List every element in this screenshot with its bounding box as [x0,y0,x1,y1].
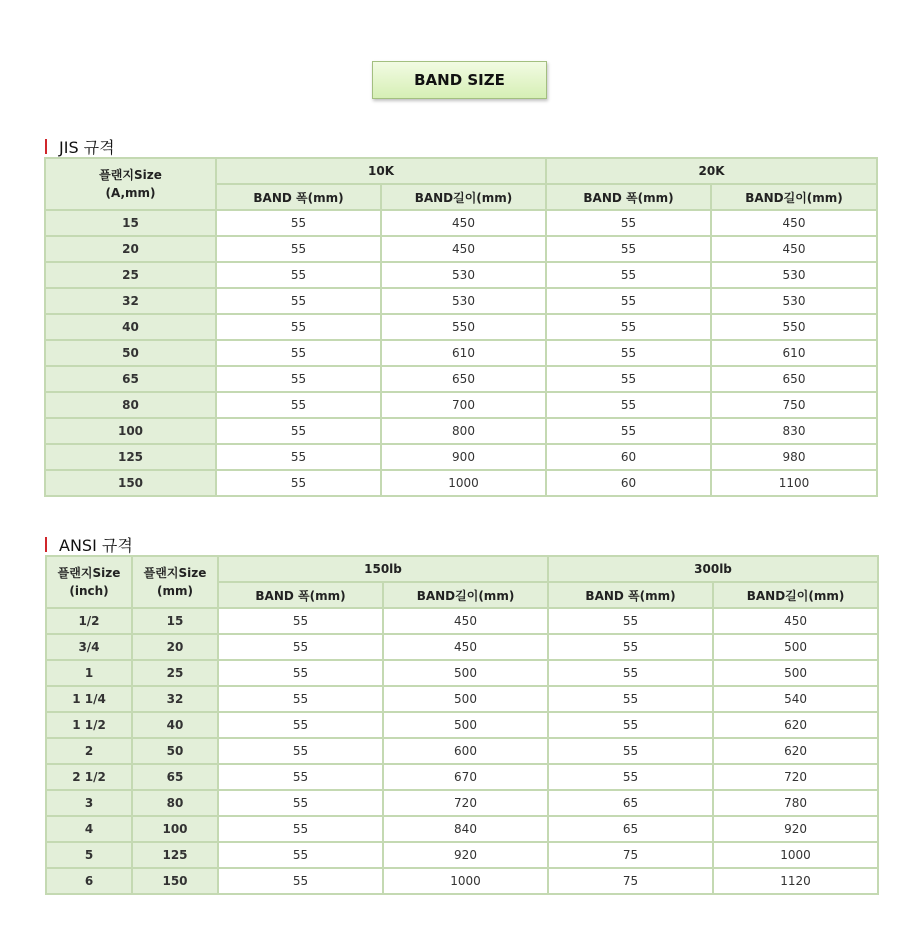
band-length-20k-cell: 530 [711,288,877,314]
band-width-20k-cell: 60 [546,444,711,470]
band-width-300lb-cell: 55 [548,686,713,712]
flange-size-cell: 25 [45,262,216,288]
ansi-inch-size-header: 플랜지Size (inch) [46,556,132,608]
flange-mm-cell: 80 [132,790,218,816]
table-row [46,712,878,738]
table-row [46,660,878,686]
band-length-150lb-cell: 450 [383,608,548,634]
band-length-20k-cell: 610 [711,340,877,366]
jis-10k-length-header: BAND길이(mm) [381,184,546,210]
band-width-20k-cell: 55 [546,210,711,236]
jis-table [44,157,878,497]
band-length-300lb-cell: 540 [713,686,878,712]
flange-mm-cell: 65 [132,764,218,790]
band-width-20k-cell: 55 [546,418,711,444]
ansi-300lb-length-header: BAND길이(mm) [713,582,878,608]
band-width-150lb-cell: 55 [218,686,383,712]
table-row [46,842,878,868]
band-width-10k-cell: 55 [216,288,381,314]
band-length-300lb-cell: 1000 [713,842,878,868]
flange-mm-cell: 15 [132,608,218,634]
band-width-10k-cell: 55 [216,444,381,470]
band-width-150lb-cell: 55 [218,634,383,660]
band-length-300lb-cell: 620 [713,738,878,764]
flange-inch-cell: 1 [46,660,132,686]
band-length-20k-cell: 980 [711,444,877,470]
band-width-10k-cell: 55 [216,418,381,444]
flange-size-cell: 65 [45,366,216,392]
band-length-150lb-cell: 500 [383,660,548,686]
band-width-300lb-cell: 55 [548,712,713,738]
table-row [45,236,877,262]
band-length-300lb-cell: 450 [713,608,878,634]
band-length-10k-cell: 1000 [381,470,546,496]
band-width-150lb-cell: 55 [218,842,383,868]
band-length-10k-cell: 530 [381,288,546,314]
flange-size-cell: 32 [45,288,216,314]
flange-size-cell: 20 [45,236,216,262]
ansi-150lb-width-header: BAND 폭(mm) [218,582,383,608]
band-width-10k-cell: 55 [216,314,381,340]
band-width-300lb-cell: 55 [548,738,713,764]
band-length-10k-cell: 650 [381,366,546,392]
band-length-10k-cell: 450 [381,236,546,262]
table-row [46,686,878,712]
band-length-10k-cell: 900 [381,444,546,470]
band-length-300lb-cell: 780 [713,790,878,816]
flange-mm-cell: 32 [132,686,218,712]
table-row [45,288,877,314]
band-length-20k-cell: 450 [711,210,877,236]
band-width-150lb-cell: 55 [218,608,383,634]
band-width-300lb-cell: 75 [548,842,713,868]
band-width-20k-cell: 55 [546,288,711,314]
table-row [46,608,878,634]
band-length-10k-cell: 450 [381,210,546,236]
flange-inch-cell: 2 [46,738,132,764]
band-length-10k-cell: 550 [381,314,546,340]
band-length-300lb-cell: 620 [713,712,878,738]
jis-group-20k-header: 20K [546,158,877,184]
band-width-10k-cell: 55 [216,392,381,418]
band-width-150lb-cell: 55 [218,764,383,790]
flange-mm-cell: 125 [132,842,218,868]
band-width-10k-cell: 55 [216,262,381,288]
flange-size-cell: 80 [45,392,216,418]
ansi-300lb-width-header: BAND 폭(mm) [548,582,713,608]
flange-mm-cell: 25 [132,660,218,686]
ansi-group-150lb-header: 150lb [218,556,548,582]
band-width-300lb-cell: 55 [548,660,713,686]
flange-inch-cell: 1 1/2 [46,712,132,738]
band-width-20k-cell: 55 [546,366,711,392]
band-width-300lb-cell: 55 [548,608,713,634]
flange-size-cell: 15 [45,210,216,236]
band-length-20k-cell: 1100 [711,470,877,496]
jis-20k-width-header: BAND 폭(mm) [546,184,711,210]
band-width-20k-cell: 55 [546,236,711,262]
band-length-300lb-cell: 720 [713,764,878,790]
table-row [45,392,877,418]
flange-mm-cell: 50 [132,738,218,764]
band-length-300lb-cell: 920 [713,816,878,842]
page-title: BAND SIZE [372,61,547,99]
band-length-300lb-cell: 1120 [713,868,878,894]
band-length-300lb-cell: 500 [713,660,878,686]
band-width-300lb-cell: 55 [548,634,713,660]
ansi-section-title [45,534,133,554]
jis-20k-length-header: BAND길이(mm) [711,184,877,210]
band-width-150lb-cell: 55 [218,868,383,894]
table-row [46,816,878,842]
band-length-20k-cell: 650 [711,366,877,392]
band-length-150lb-cell: 450 [383,634,548,660]
ansi-table [45,555,879,895]
table-row [45,470,877,496]
band-length-150lb-cell: 600 [383,738,548,764]
section-marker-bar [45,139,47,154]
table-row [45,444,877,470]
flange-size-cell: 40 [45,314,216,340]
band-width-20k-cell: 55 [546,262,711,288]
band-length-10k-cell: 800 [381,418,546,444]
table-row [46,634,878,660]
table-row [46,764,878,790]
jis-flange-size-header: 플랜지Size (A,mm) [45,158,216,210]
ansi-group-300lb-header: 300lb [548,556,878,582]
flange-mm-cell: 100 [132,816,218,842]
band-length-300lb-cell: 500 [713,634,878,660]
jis-10k-width-header: BAND 폭(mm) [216,184,381,210]
flange-mm-cell: 20 [132,634,218,660]
band-width-10k-cell: 55 [216,366,381,392]
band-length-10k-cell: 610 [381,340,546,366]
band-width-10k-cell: 55 [216,210,381,236]
band-length-10k-cell: 700 [381,392,546,418]
band-width-300lb-cell: 65 [548,816,713,842]
band-length-20k-cell: 830 [711,418,877,444]
ansi-section-label: ANSI 규격 [59,535,133,555]
flange-mm-cell: 150 [132,868,218,894]
band-length-150lb-cell: 720 [383,790,548,816]
band-length-150lb-cell: 1000 [383,868,548,894]
band-width-10k-cell: 55 [216,340,381,366]
band-width-10k-cell: 55 [216,470,381,496]
band-width-300lb-cell: 65 [548,790,713,816]
table-row [45,314,877,340]
band-width-20k-cell: 55 [546,392,711,418]
table-row [45,418,877,444]
flange-mm-cell: 40 [132,712,218,738]
table-row [45,262,877,288]
table-row [46,790,878,816]
flange-inch-cell: 6 [46,868,132,894]
flange-size-cell: 50 [45,340,216,366]
jis-section-label: JIS 규격 [59,137,115,157]
flange-inch-cell: 4 [46,816,132,842]
flange-inch-cell: 5 [46,842,132,868]
flange-inch-cell: 1/2 [46,608,132,634]
flange-size-cell: 150 [45,470,216,496]
flange-inch-cell: 3 [46,790,132,816]
band-length-150lb-cell: 500 [383,712,548,738]
table-row [45,210,877,236]
band-length-150lb-cell: 670 [383,764,548,790]
band-length-20k-cell: 530 [711,262,877,288]
band-width-150lb-cell: 55 [218,712,383,738]
table-row [45,366,877,392]
band-width-20k-cell: 60 [546,470,711,496]
band-length-10k-cell: 530 [381,262,546,288]
flange-size-cell: 100 [45,418,216,444]
section-marker-bar [45,537,47,552]
jis-group-10k-header: 10K [216,158,546,184]
table-row [45,340,877,366]
band-width-150lb-cell: 55 [218,738,383,764]
band-length-20k-cell: 450 [711,236,877,262]
flange-inch-cell: 2 1/2 [46,764,132,790]
band-length-20k-cell: 750 [711,392,877,418]
band-width-300lb-cell: 75 [548,868,713,894]
flange-inch-cell: 3/4 [46,634,132,660]
band-length-150lb-cell: 500 [383,686,548,712]
flange-size-cell: 125 [45,444,216,470]
jis-section-title [45,136,115,156]
ansi-mm-size-header: 플랜지Size (mm) [132,556,218,608]
band-width-150lb-cell: 55 [218,816,383,842]
band-width-10k-cell: 55 [216,236,381,262]
band-length-150lb-cell: 840 [383,816,548,842]
band-width-20k-cell: 55 [546,340,711,366]
band-width-150lb-cell: 55 [218,660,383,686]
band-width-300lb-cell: 55 [548,764,713,790]
band-length-20k-cell: 550 [711,314,877,340]
table-row [46,738,878,764]
band-width-150lb-cell: 55 [218,790,383,816]
ansi-150lb-length-header: BAND길이(mm) [383,582,548,608]
table-row [46,868,878,894]
band-length-150lb-cell: 920 [383,842,548,868]
band-width-20k-cell: 55 [546,314,711,340]
flange-inch-cell: 1 1/4 [46,686,132,712]
